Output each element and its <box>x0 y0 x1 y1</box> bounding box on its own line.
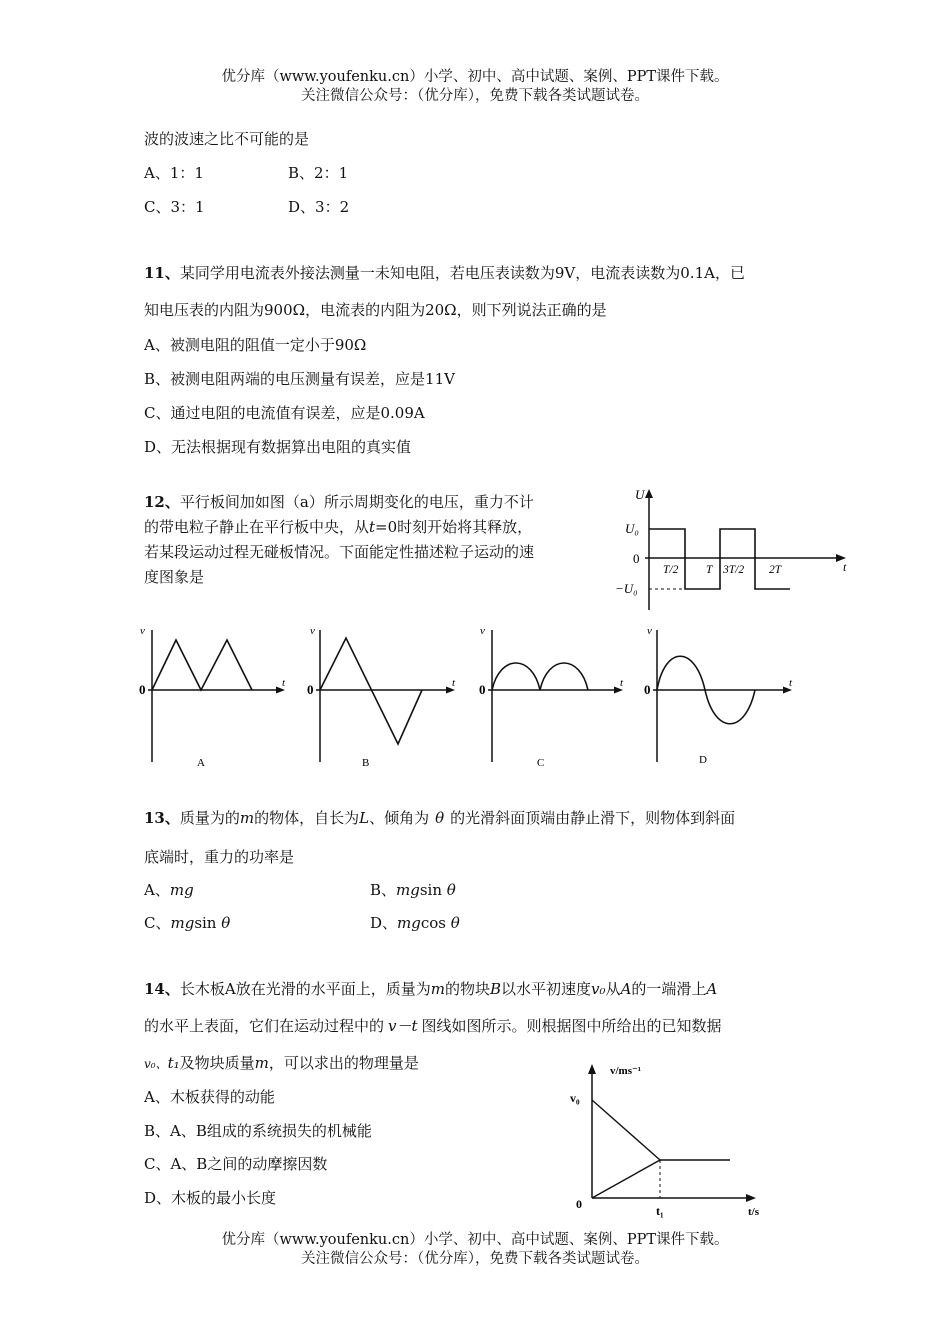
fig-a-u0-label: U₀ <box>625 521 639 536</box>
q14-var-a: A <box>224 980 236 998</box>
q13-line1 <box>144 807 735 828</box>
q14-fig-y-label: v/ms⁻¹ <box>610 1065 642 1077</box>
q14-text-1d: 以水平初速度 <box>501 980 592 998</box>
q11-line2: 知电压表的内阻为900Ω，电流表的内阻为20Ω，则下列说法正确的是 <box>144 301 607 319</box>
q14-var-b: B <box>490 980 502 998</box>
q13-line2: 底端时，重力的功率是 <box>144 848 295 866</box>
q11-line1 <box>144 262 745 283</box>
q14-option-a: A、木板获得的动能 <box>144 1088 275 1106</box>
q14-var-v0-b: v₀、 <box>144 1057 168 1071</box>
q13-number: 13、 <box>144 809 180 827</box>
q13-var-l: L <box>359 809 370 827</box>
q14-var-t1: t₁ <box>167 1054 180 1072</box>
graph-a-zero: 0 <box>139 682 146 697</box>
q14-number: 14、 <box>144 980 180 998</box>
q14-text-1f: 的一端滑上 <box>631 980 707 998</box>
q14-vt-figure <box>560 1060 770 1225</box>
graph-c-t-label: t <box>620 677 624 689</box>
page-footer-line1: 优分库（www.youfenku.cn）小学、初中、高中试题、案例、PPT课件下载。 <box>221 1232 729 1248</box>
graph-d-caption: D <box>699 754 707 766</box>
fig-a-neg-u0-label: −U₀ <box>615 581 638 596</box>
q13-text-1b: 的物体，自长为 <box>254 809 360 827</box>
q13-opt-c-prefix: C、 <box>144 914 171 932</box>
q12-graph-b <box>300 620 465 770</box>
page-footer-line2: 关注微信公众号：（优分库），免费下载各类试题试卷。 <box>301 1251 649 1267</box>
graph-a-t-label: t <box>282 677 286 689</box>
graph-c-caption: C <box>537 757 545 769</box>
q14-var-v0: v₀ <box>591 980 606 998</box>
q12-text-2a: 的带电粒子静止在平行板中央，从 <box>144 518 370 536</box>
q13-opt-d-expr: mg <box>397 914 421 932</box>
q14-fig-v0-label: v₀ <box>570 1091 580 1105</box>
q14-text-1b: 放在光滑的水平面上，质量为 <box>235 980 431 998</box>
graph-a-v-label: v <box>140 625 145 637</box>
q14-var-m: m <box>430 980 445 998</box>
graph-c-v-label: v <box>480 625 485 637</box>
q14-text-1a: 长木板 <box>179 980 225 998</box>
q10-option-a: A、1：1 <box>144 164 204 182</box>
graph-b-t-label: t <box>452 677 456 689</box>
q12-number: 12、 <box>144 493 180 511</box>
q14-line3 <box>144 1052 419 1073</box>
graph-a-caption: A <box>197 757 205 769</box>
fig-a-x-label: t <box>843 560 847 574</box>
q10-option-d: D、3：2 <box>288 198 350 216</box>
q14-var-vt: v－t <box>388 1017 418 1035</box>
fig-a-tick-3half-t: 3T/2 <box>723 564 745 576</box>
q13-option-a <box>144 879 194 900</box>
q14-option-c: C、A、B之间的动摩擦因数 <box>144 1155 328 1173</box>
q12-graph-a <box>130 620 295 770</box>
q13-option-c <box>144 912 230 933</box>
q14-text-2a: 的水平上表面，它们在运动过程中的 <box>144 1017 385 1035</box>
q11-option-d: D、无法根据现有数据算出电阻的真实值 <box>144 438 412 456</box>
q13-opt-d-prefix: D、 <box>370 914 398 932</box>
q12-graph-c <box>470 620 630 770</box>
q11-option-a: A、被测电阻的阻值一定小于90Ω <box>144 336 367 354</box>
q13-var-theta: θ <box>435 809 445 827</box>
q13-text-1d: 的光滑斜面顶端由静止滑下，则物体到斜面 <box>450 809 736 827</box>
fig-a-tick-t: T <box>706 564 713 576</box>
q11-option-c: C、通过电阻的电流值有误差，应是0.09A <box>144 404 425 422</box>
q14-text-1c: 的物块 <box>444 980 490 998</box>
q13-text-1c: 、倾角为 <box>369 809 430 827</box>
q12-line4: 度图象是 <box>144 568 205 586</box>
q14-option-d: D、木板的最小长度 <box>144 1189 277 1207</box>
fig-a-zero-label: 0 <box>633 551 640 566</box>
graph-b-zero: 0 <box>307 682 314 697</box>
q11-number: 11、 <box>144 264 180 282</box>
q14-text-1e: 从 <box>605 980 621 998</box>
fig-a-tick-half-t: T/2 <box>663 564 679 576</box>
q12-line3: 若某段运动过程无碰板情况。下面能定性描述粒子运动的速 <box>144 543 535 561</box>
q14-line2 <box>144 1015 722 1036</box>
graph-d-t-label: t <box>789 677 793 689</box>
q14-fig-x-label: t/s <box>748 1206 759 1218</box>
q12-text-1: 平行板间加如图（a）所示周期变化的电压，重力不计 <box>179 493 534 511</box>
q12-line1 <box>144 491 534 512</box>
q14-var-a2: A <box>620 980 632 998</box>
q14-fig-zero: 0 <box>576 1197 582 1211</box>
graph-c-zero: 0 <box>479 682 486 697</box>
q14-text-3a: 及物块质量 <box>179 1054 255 1072</box>
q13-opt-a-prefix: A、 <box>144 881 170 899</box>
q14-fig-t1-label: t₁ <box>656 1204 664 1218</box>
fig-a-y-label: U <box>635 487 645 502</box>
q13-opt-d-var: θ <box>450 914 460 932</box>
q13-opt-c-expr: mg <box>170 914 195 932</box>
q13-var-m: m <box>239 809 255 827</box>
q14-var-m-b: m <box>254 1054 269 1072</box>
graph-d-v-label: v <box>647 625 652 637</box>
q13-opt-b-prefix: B、 <box>370 881 397 899</box>
q12-figure-a-square-wave <box>605 485 855 625</box>
q10-option-b: B、2：1 <box>288 164 349 182</box>
q13-opt-a-expr: mg <box>169 881 194 899</box>
q14-var-a3: A <box>706 980 718 998</box>
q13-text-1a: 质量为的 <box>179 809 240 827</box>
fig-a-tick-2t: 2T <box>769 564 782 576</box>
q11-text-1: 某同学用电流表外接法测量一未知电阻，若电压表读数为9V，电流表读数为0.1A，已 <box>179 264 745 282</box>
q12-line2 <box>144 516 532 537</box>
q13-opt-d-fn: cos <box>420 914 446 932</box>
page-header-line1: 优分库（www.youfenku.cn）小学、初中、高中试题、案例、PPT课件下载。 <box>221 69 729 85</box>
q14-text-3b: ，可以求出的物理量是 <box>268 1054 419 1072</box>
q13-opt-b-fn: sin <box>419 881 443 899</box>
q14-line1 <box>144 978 717 999</box>
q13-opt-c-fn: sin <box>194 914 217 932</box>
q12-text-2b: =0时刻开始将其释放， <box>375 518 533 536</box>
q13-opt-b-var: θ <box>446 881 456 899</box>
graph-d-zero: 0 <box>644 682 651 697</box>
q13-opt-c-var: θ <box>221 914 231 932</box>
page-header-line2: 关注微信公众号：（优分库），免费下载各类试题试卷。 <box>301 88 649 104</box>
q13-option-b <box>370 879 456 900</box>
q10-option-c: C、3：1 <box>144 198 205 216</box>
q12-t-var: t <box>369 518 376 536</box>
q13-option-d <box>370 912 460 933</box>
q12-graph-d <box>637 620 802 770</box>
q11-option-b: B、被测电阻两端的电压测量有误差，应是11V <box>144 370 455 388</box>
q13-opt-b-expr: mg <box>396 881 420 899</box>
graph-b-v-label: v <box>310 625 315 637</box>
q14-text-2b: 图线如图所示。则根据图中所给出的已知数据 <box>421 1017 722 1035</box>
q14-option-b: B、A、B组成的系统损失的机械能 <box>144 1122 372 1140</box>
q10-stem-tail: 波的波速之比不可能的是 <box>144 130 310 148</box>
graph-b-caption: B <box>362 757 370 769</box>
